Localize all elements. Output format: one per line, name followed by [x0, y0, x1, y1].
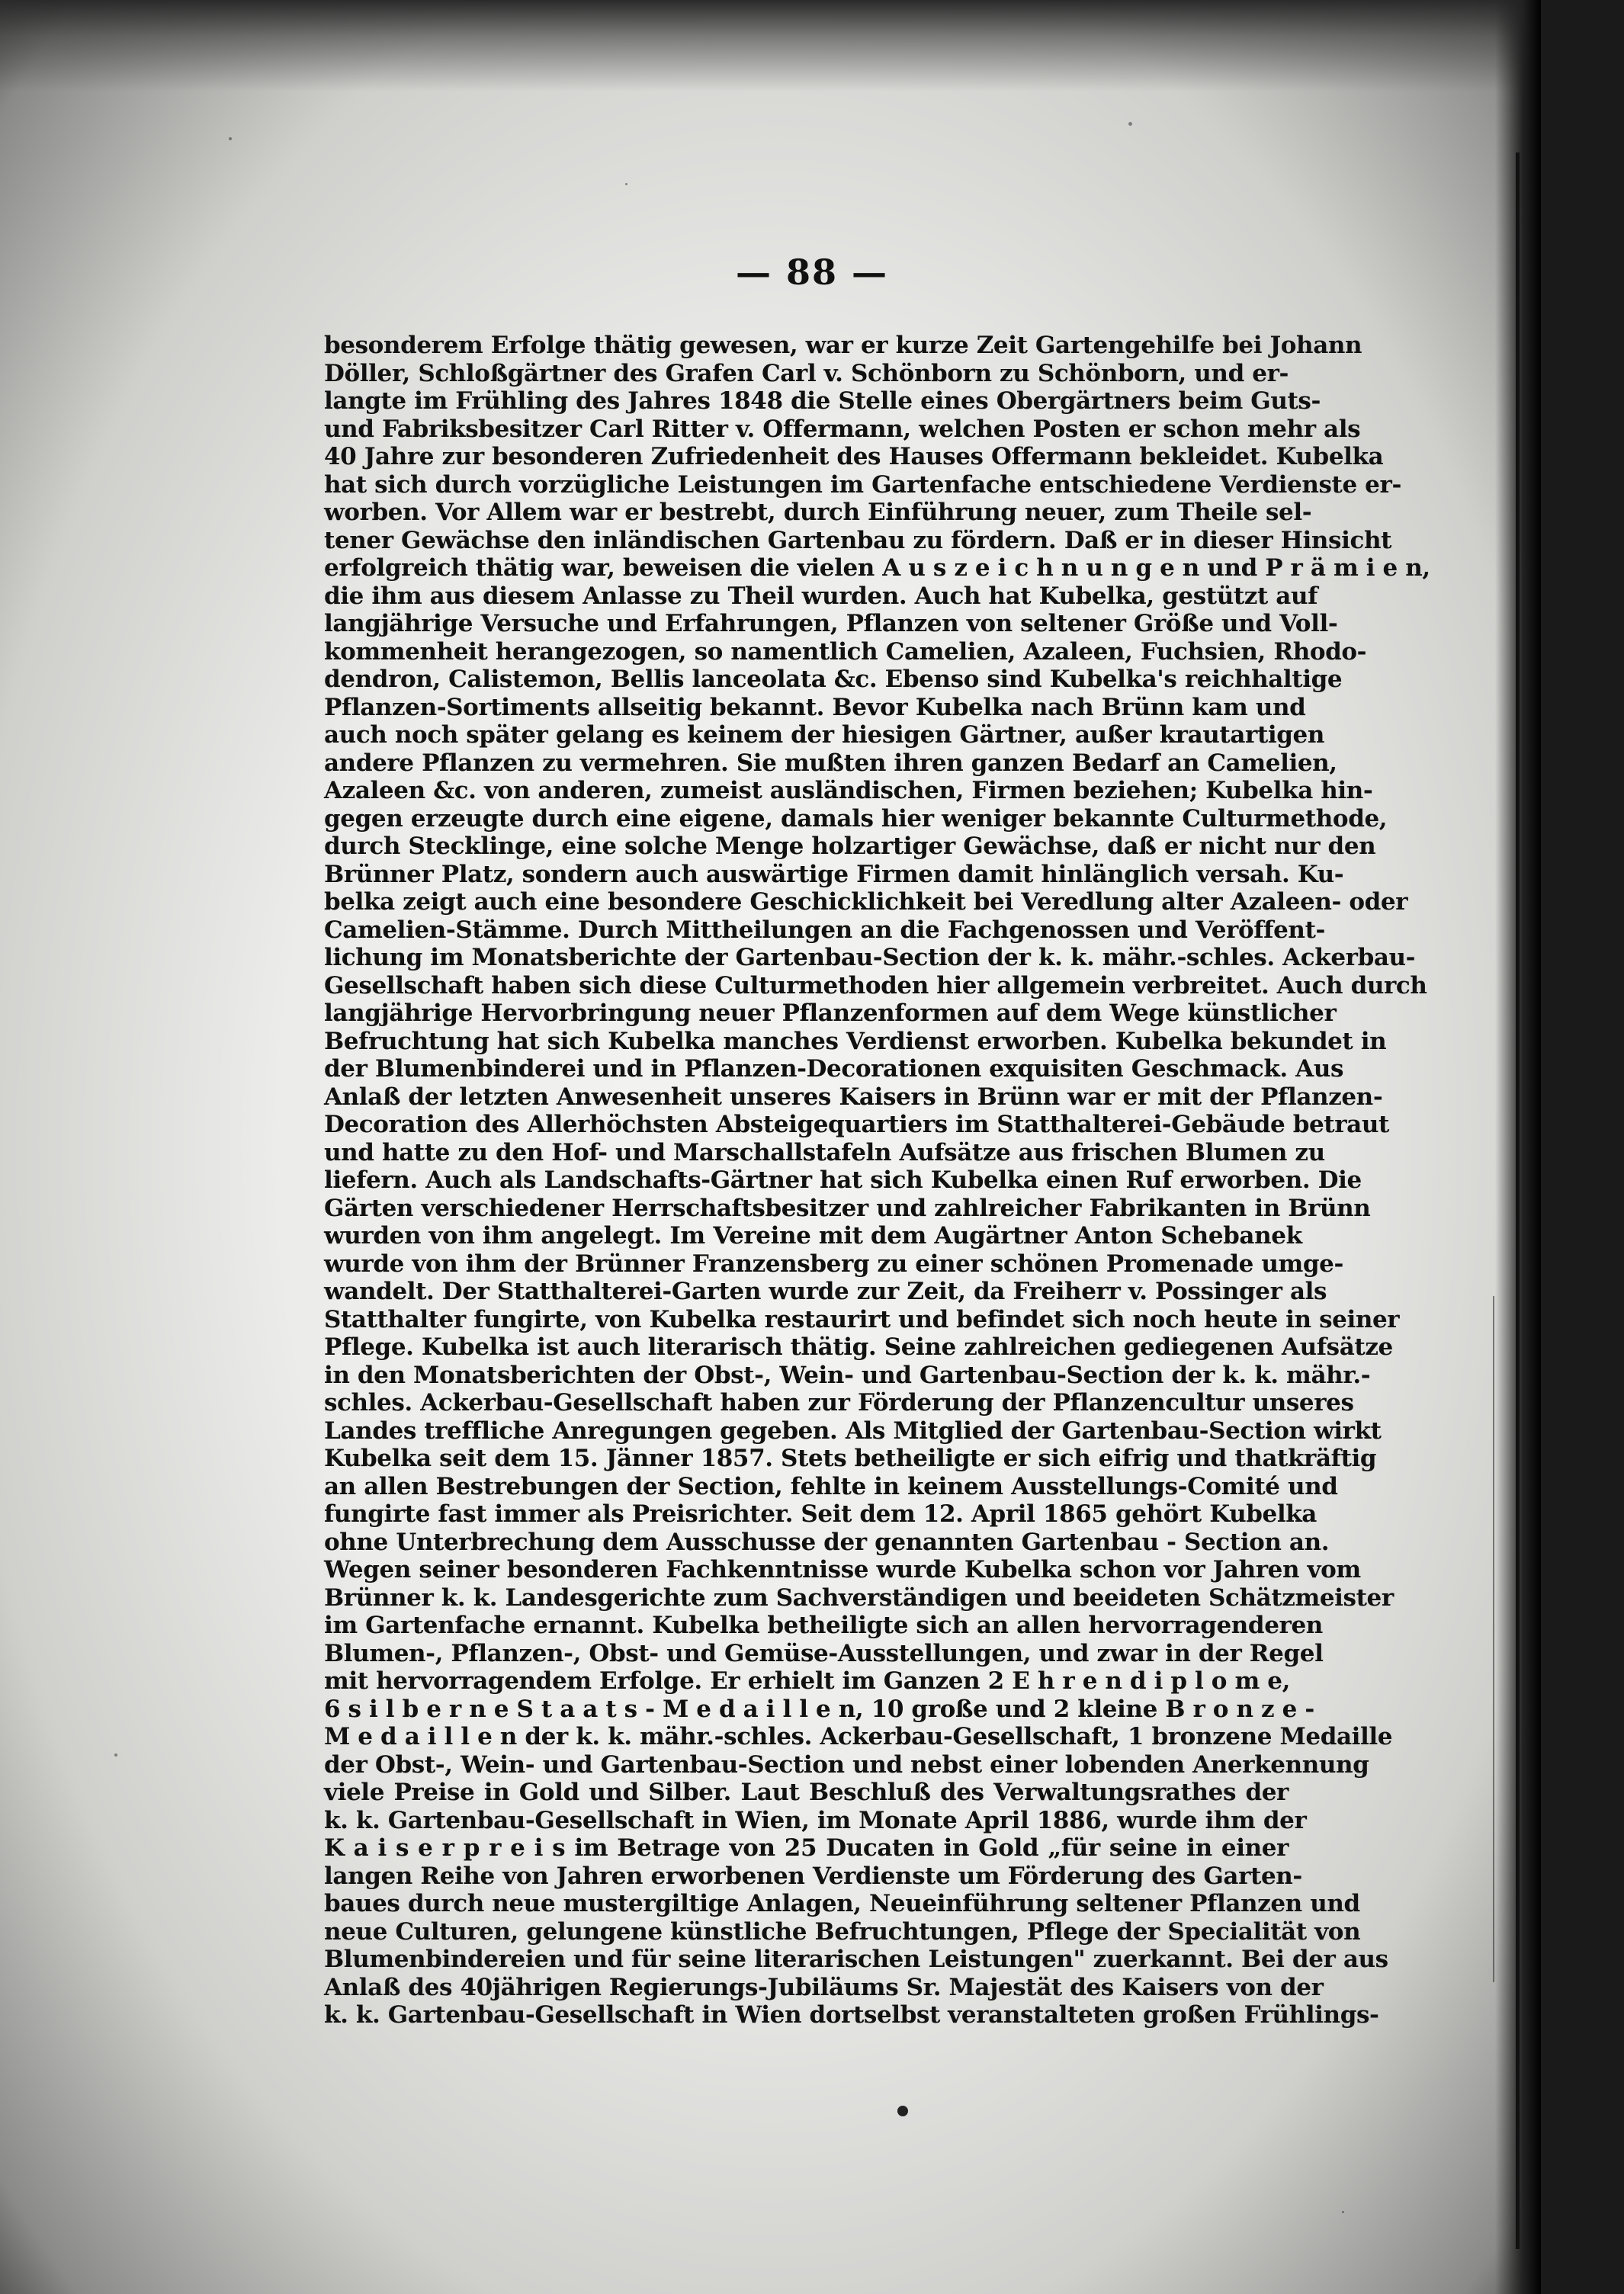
text-line: worben. Vor Allem war er bestrebt, durch Einführung neuer, zum Theile sel-	[324, 499, 1312, 526]
text-line: besonderem Erfolge thätig gewesen, war er kurze Zeit Gartengehilfe bei Johann	[324, 332, 1362, 359]
text-line: langjährige Hervorbringung neuer Pflanzenformen auf dem Wege künstlicher	[324, 999, 1337, 1027]
scan-top-shadow	[0, 0, 1541, 91]
text-line: 6 s i l b e r n e S t a a t s - M e d a i l l e n, 10 große und 2 kleine B r o n z e -	[324, 1695, 1314, 1723]
text-line: schles. Ackerbau-Gesellschaft haben zur Förderung der Pflanzencultur unseres	[324, 1389, 1354, 1417]
text-line: ohne Unterbrechung dem Ausschusse der genannten Gartenbau - Section an.	[324, 1528, 1330, 1556]
text-line: Pflege. Kubelka ist auch literarisch thätig. Seine zahlreichen gediegenen Aufsätze	[324, 1333, 1393, 1361]
binding-rule-thin	[1493, 1296, 1494, 1982]
text-line: in den Monatsberichten der Obst-, Wein- und Gartenbau-Section der k. k. mähr.-	[324, 1361, 1371, 1389]
text-line: wandelt. Der Statthalterei-Garten wurde zur Zeit, da Freiherr v. Possinger als	[324, 1278, 1327, 1305]
text-line: und hatte zu den Hof- und Marschallstafeln Aufsätze aus frischen Blumen zu	[324, 1138, 1325, 1166]
text-line: Kubelka seit dem 15. Jänner 1857. Stets betheiligte er sich eifrig und thatkräftig	[324, 1445, 1377, 1472]
text-line: auch noch später gelang es keinem der hiesigen Gärtner, außer krautartigen	[324, 721, 1324, 749]
binding-rule	[1516, 152, 1520, 2249]
text-line: fungirte fast immer als Preisrichter. Seit dem 12. April 1865 gehört Kubelka	[324, 1500, 1317, 1528]
text-line: langjährige Versuche und Erfahrungen, Pflanzen von seltener Größe und Voll-	[324, 610, 1338, 637]
text-line: der Obst-, Wein- und Gartenbau-Section und nebst einer lobenden Anerkennung	[324, 1750, 1369, 1779]
page-number: — 88 —	[735, 252, 889, 293]
text-line: K a i s e r p r e i s im Betrage von 25 Ducaten in Gold „für seine in einer	[324, 1834, 1289, 1862]
text-line: durch Stecklinge, eine solche Menge holzartiger Gewächse, daß er nicht nur den	[324, 833, 1376, 860]
text-line: langen Reihe von Jahren erworbenen Verdienste um Förderung des Garten-	[324, 1862, 1302, 1890]
text-line: langte im Frühling des Jahres 1848 die Stelle eines Obergärtners beim Guts-	[324, 387, 1321, 415]
scan-speck	[1342, 2211, 1344, 2213]
text-line: Brünner k. k. Landesgerichte zum Sachverständigen und beeideten Schätzmeister	[324, 1583, 1394, 1612]
text-line: Statthalter fungirte, von Kubelka restaurirt und befindet sich noch heute in seiner	[324, 1305, 1400, 1333]
text-line: Brünner Platz, sondern auch auswärtige Firmen damit hinlänglich versah. Ku-	[324, 860, 1344, 888]
text-line: Gärten verschiedener Herrschaftsbesitzer und zahlreicher Fabrikanten in Brünn	[324, 1194, 1371, 1222]
text-line: Pflanzen-Sortiments allseitig bekannt. Bevor Kubelka nach Brünn kam und	[324, 693, 1306, 721]
text-line: gegen erzeugte durch eine eigene, damals hier weniger bekannte Culturmethode,	[324, 804, 1388, 833]
scan-speck	[625, 183, 627, 185]
text-line: die ihm aus diesem Anlasse zu Theil wurden. Auch hat Kubelka, gestützt auf	[324, 582, 1318, 610]
text-line: Döller, Schloßgärtner des Grafen Carl v. Schönborn zu Schönborn, und er-	[324, 359, 1289, 387]
text-line: Decoration des Allerhöchsten Absteigequartiers im Statthalterei-Gebäude betraut	[324, 1111, 1389, 1138]
text-line: Azaleen &c. von anderen, zumeist ausländischen, Firmen beziehen; Kubelka hin-	[324, 777, 1373, 804]
text-line: liefern. Auch als Landschafts-Gärtner hat sich Kubelka einen Ruf erworben. Die	[324, 1166, 1362, 1194]
text-line: Anlaß der letzten Anwesenheit unseres Kaisers in Brünn war er mit der Pflanzen-	[324, 1083, 1383, 1111]
ink-dot	[897, 2106, 908, 2116]
text-line: hat sich durch vorzügliche Leistungen im Gartenfache entschiedene Verdienste er-	[324, 470, 1401, 499]
text-line: im Gartenfache ernannt. Kubelka betheiligte sich an allen hervorragenderen	[324, 1612, 1323, 1639]
text-line: Camelien-Stämme. Durch Mittheilungen an die Fachgenossen und Veröffent-	[324, 916, 1325, 944]
text-line: k. k. Gartenbau-Gesellschaft in Wien, im Monate April 1886, wurde ihm der	[324, 1806, 1307, 1834]
text-line: Gesellschaft haben sich diese Culturmethoden hier allgemein verbreitet. Auch durch	[324, 971, 1427, 999]
text-line: Wegen seiner besonderen Fachkenntnisse wurde Kubelka schon vor Jahren vom	[324, 1556, 1361, 1583]
text-line: k. k. Gartenbau-Gesellschaft in Wien dortselbst veranstalteten großen Frühlings-	[324, 2001, 1379, 2029]
text-line: Blumenbindereien und für seine literarischen Leistungen" zuerkannt. Bei der aus	[324, 1946, 1388, 1973]
text-line: viele Preise in Gold und Silber. Laut Beschluß des Verwaltungsrathes der	[324, 1779, 1289, 1806]
text-line: wurden von ihm angelegt. Im Vereine mit dem Augärtner Anton Schebanek	[324, 1222, 1302, 1250]
text-line: wurde von ihm der Brünner Franzensberg zu einer schönen Promenade umge-	[324, 1250, 1343, 1278]
text-line: an allen Bestrebungen der Section, fehlte in keinem Ausstellungs-Comité und	[324, 1472, 1338, 1500]
text-line: M e d a i l l e n der k. k. mähr.-schles. Ackerbau-Gesellschaft, 1 bronzene Medaille	[324, 1723, 1393, 1750]
text-line: baues durch neue mustergiltige Anlagen, Neueinführung seltener Pflanzen und	[324, 1890, 1360, 1917]
text-line: Anlaß des 40jährigen Regierungs-Jubiläums Sr. Majestät des Kaisers von der	[324, 1973, 1324, 2001]
scan-speck	[114, 1753, 117, 1757]
text-line: und Fabriksbesitzer Carl Ritter v. Offermann, welchen Posten er schon mehr als	[324, 415, 1361, 443]
text-line: lichung im Monatsberichte der Gartenbau-Section der k. k. mähr.-schles. Ackerbau-	[324, 944, 1416, 971]
text-line: Befruchtung hat sich Kubelka manches Verdienst erworben. Kubelka bekundet in	[324, 1027, 1387, 1055]
text-line: Blumen-, Pflanzen-, Obst- und Gemüse-Ausstellungen, und zwar in der Regel	[324, 1639, 1324, 1667]
text-line: 40 Jahre zur besonderen Zufriedenheit des Hauses Offermann bekleidet. Kubelka	[324, 443, 1384, 470]
text-line: kommenheit herangezogen, so namentlich Camelien, Azaleen, Fuchsien, Rhodo-	[324, 637, 1367, 666]
scan-speck	[1128, 122, 1132, 126]
text-line: neue Culturen, gelungene künstliche Befruchtungen, Pflege der Specialität von	[324, 1917, 1361, 1946]
text-line: mit hervorragendem Erfolge. Er erhielt im Ganzen 2 E h r e n d i p l o m e,	[324, 1667, 1290, 1695]
scan-speck	[229, 137, 232, 140]
text-line: erfolgreich thätig war, beweisen die vielen A u s z e i c h n u n g e n und P r ä m i e n,	[324, 554, 1430, 582]
text-line: belka zeigt auch eine besondere Geschicklichkeit bei Veredlung alter Azaleen- oder	[324, 888, 1408, 916]
text-line: der Blumenbinderei und in Pflanzen-Decorationen exquisiten Geschmack. Aus	[324, 1055, 1344, 1083]
body-text	[324, 332, 1430, 2029]
text-line: tener Gewächse den inländischen Gartenbau zu fördern. Daß er in dieser Hinsicht	[324, 526, 1392, 554]
text-line: dendron, Calistemon, Bellis lanceolata &c. Ebenso sind Kubelka's reichhaltige	[324, 666, 1343, 693]
text-line: Landes treffliche Anregungen gegeben. Als Mitglied der Gartenbau-Section wirkt	[324, 1417, 1382, 1445]
text-line: andere Pflanzen zu vermehren. Sie mußten ihren ganzen Bedarf an Camelien,	[324, 749, 1337, 777]
